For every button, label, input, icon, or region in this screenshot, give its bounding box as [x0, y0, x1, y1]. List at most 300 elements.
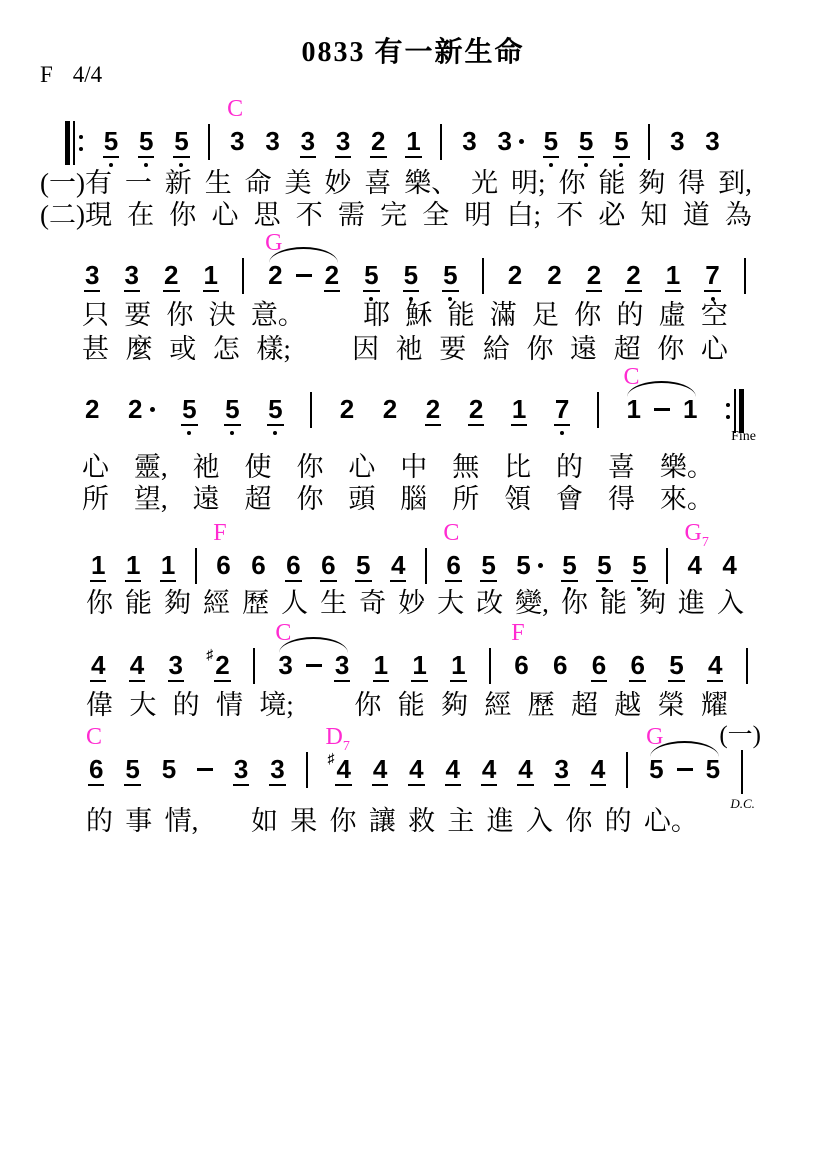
note	[269, 756, 285, 786]
barline-stroke	[242, 258, 244, 294]
augmentation-dot	[538, 563, 543, 568]
note	[84, 396, 100, 426]
note	[320, 552, 336, 582]
note	[275, 620, 293, 682]
lyric-cell: 進	[677, 588, 705, 618]
barline	[744, 262, 746, 294]
note	[264, 128, 280, 158]
lyric-cell: 的	[604, 806, 632, 836]
note-digit: 2	[507, 260, 523, 290]
lyric-cell: 能	[598, 168, 626, 198]
note	[411, 652, 427, 682]
note	[213, 520, 231, 582]
barline	[626, 756, 628, 788]
note	[334, 652, 350, 682]
note-digit: 5	[364, 260, 379, 290]
note	[517, 756, 533, 786]
dot	[726, 403, 730, 407]
lyric-cell: 經	[484, 690, 512, 720]
lyric-cell: 心	[211, 200, 239, 230]
note-digit: 5	[632, 550, 647, 580]
repeat-dots	[79, 135, 83, 151]
lyric-cell: 虛	[658, 300, 686, 330]
duration-dash	[296, 274, 312, 277]
lyric-cell: 奇	[359, 588, 387, 618]
barline-stroke	[746, 648, 748, 684]
note-digit: 3	[462, 126, 477, 156]
note-digit: 6	[251, 550, 266, 580]
low-octave-dot	[230, 431, 234, 435]
barline	[730, 756, 755, 811]
lyric-cell: 妙	[398, 588, 426, 618]
note	[496, 128, 523, 158]
note-digit: 4	[518, 754, 533, 784]
lyric-cell: 入	[717, 588, 744, 618]
note	[481, 756, 497, 786]
lyric-cell: 你	[169, 200, 197, 230]
lyric-cell: 無	[452, 452, 480, 482]
note-digit: 5	[403, 260, 419, 290]
lyric-cell: 思	[253, 200, 281, 230]
duration-dash	[306, 664, 322, 667]
lyric-cell: 你	[574, 300, 602, 330]
note-digit: 2	[324, 260, 340, 290]
lyric-cell: 完	[380, 200, 408, 230]
lyric-cell: 歷	[242, 588, 270, 618]
lyric-cell: 明	[464, 200, 492, 230]
note	[425, 396, 441, 426]
note	[125, 552, 141, 582]
note	[127, 396, 154, 426]
note	[684, 520, 709, 582]
lyric-cell: (一)有	[40, 168, 112, 198]
note	[705, 756, 721, 786]
lyric-row-1	[86, 806, 698, 836]
lyric-cell: 只	[82, 300, 109, 330]
note-digit: 2	[128, 394, 143, 424]
chord-label: C	[443, 520, 460, 546]
note-row	[90, 620, 748, 692]
lyric-cell: 的	[86, 806, 113, 836]
lyric-cell: 你	[166, 300, 194, 330]
note	[507, 262, 523, 292]
note	[325, 724, 351, 786]
thin-stroke	[73, 121, 75, 165]
lyric-row-1	[86, 588, 744, 618]
lyric-cell: 人	[281, 588, 309, 618]
note-digit: 3	[230, 126, 245, 156]
barline	[482, 262, 484, 294]
note-digit: 1	[91, 550, 106, 580]
note	[561, 552, 577, 582]
note	[227, 96, 245, 158]
lyric-cell: 越	[614, 690, 642, 720]
lyric-cell: 一	[124, 168, 152, 198]
lyric-cell: 足	[532, 300, 560, 330]
note-digit: 5	[562, 550, 577, 580]
note-digit: 5	[138, 126, 154, 156]
lyric-cell: 頭	[348, 484, 376, 514]
note	[682, 396, 698, 426]
lyric-cell: 你	[296, 452, 324, 482]
barline-stroke	[741, 750, 743, 794]
note	[124, 262, 140, 292]
note	[707, 652, 723, 682]
note-digit: 3	[670, 126, 685, 156]
lyric-row-1	[86, 690, 728, 720]
note-digit: 6	[216, 550, 231, 580]
note	[224, 396, 240, 426]
note-digit: 5	[705, 754, 721, 784]
lyric-cell: 你	[526, 334, 554, 364]
note-digit: 2	[547, 260, 562, 290]
lyric-cell: 靈,	[133, 452, 168, 482]
lyric-cell: 救	[408, 806, 436, 836]
note	[267, 396, 283, 426]
thick-stroke	[65, 121, 70, 165]
note-digit: 4	[708, 650, 723, 680]
note-digit: 4	[722, 550, 737, 580]
note-digit: 2	[382, 394, 398, 424]
note	[203, 262, 219, 292]
note-digit: 5	[516, 550, 531, 580]
barline-stroke	[666, 548, 668, 584]
note	[408, 756, 424, 786]
lyric-cell: 要	[439, 334, 467, 364]
lyric-cell: 夠	[638, 588, 666, 618]
note	[543, 128, 559, 158]
tie-group	[623, 364, 698, 426]
lyric-cell: 妙	[324, 168, 352, 198]
chord-label: G	[646, 724, 664, 750]
note-digit: 4	[590, 754, 606, 784]
note-digit: 5	[268, 394, 283, 424]
note-digit: 1	[682, 394, 698, 424]
note	[511, 396, 527, 426]
note-row	[84, 230, 746, 302]
lyric-cell: 到,	[718, 168, 752, 198]
note-digit: 3	[270, 754, 285, 784]
note	[173, 128, 189, 158]
chord-label: F	[511, 620, 525, 646]
lyric-cell: 空	[700, 300, 728, 330]
lyric-cell: 因	[352, 334, 380, 364]
repeat-start-barline	[65, 121, 84, 165]
lyric-cell: 在	[127, 200, 155, 230]
note-digit: 3	[335, 126, 351, 156]
note-digit: 6	[514, 650, 529, 680]
dot	[726, 415, 730, 419]
lyric-cell: 如	[250, 806, 278, 836]
note-digit: 5	[597, 550, 612, 580]
note-digit: 5	[161, 754, 177, 784]
lyric-cell: 要	[124, 300, 152, 330]
note	[443, 520, 461, 582]
barline-stroke	[195, 548, 197, 584]
barline-stroke	[253, 648, 255, 684]
note-digit: 4	[687, 550, 702, 580]
lyric-cell: 境;	[259, 690, 294, 720]
lyric-cell	[310, 690, 338, 720]
note-digit: 1	[125, 550, 141, 580]
lyric-cell: 不	[556, 200, 584, 230]
note-digit: 5	[481, 550, 496, 580]
lyric-cell: 改	[476, 588, 504, 618]
lyric-cell: 喜	[364, 168, 392, 198]
lyric-cell: 榮	[657, 690, 685, 720]
note	[629, 652, 645, 682]
note	[515, 552, 542, 582]
note	[623, 364, 641, 426]
barline	[489, 652, 491, 684]
lyric-cell: 會	[556, 484, 584, 514]
thick-stroke	[739, 389, 744, 433]
lyric-cell: 大	[437, 588, 465, 618]
note-digit: 7	[705, 260, 720, 290]
note-digit: 1	[451, 650, 466, 680]
chord-label: C	[86, 724, 103, 750]
lyric-cell: 道	[682, 200, 710, 230]
lyric-cell: 知	[640, 200, 668, 230]
lyric-cell: 耀	[700, 690, 728, 720]
note-digit: 4	[336, 754, 351, 784]
note-digit: 6	[286, 550, 301, 580]
lyric-cell: 比	[504, 452, 532, 482]
note	[403, 262, 419, 292]
tie-group	[646, 724, 721, 786]
barline-stroke	[425, 548, 427, 584]
note	[90, 552, 106, 582]
note-digit: 4	[409, 754, 424, 784]
barline	[310, 396, 312, 428]
note-digit: 1	[511, 394, 527, 424]
note	[613, 128, 629, 158]
song-title: 0833 有一新生命	[301, 37, 525, 68]
lyric-cell: 你	[558, 168, 586, 198]
note	[590, 756, 606, 786]
lyric-cell: 心	[82, 452, 109, 482]
lyric-cell: 進	[486, 806, 514, 836]
sharp-accidental: ♯	[327, 750, 335, 766]
note	[668, 652, 684, 682]
lyric-cell: 新	[164, 168, 192, 198]
note-digit: 3	[85, 260, 100, 290]
note-row	[86, 722, 761, 811]
lyric-cell: 祂	[192, 452, 220, 482]
note-digit: 3	[278, 650, 293, 680]
lyric-cell: 的	[556, 452, 584, 482]
low-octave-dot	[619, 163, 623, 167]
note-digit: 6	[446, 550, 461, 580]
lyric-cell: 的	[616, 300, 644, 330]
lyric-cell: 能	[397, 690, 425, 720]
lyric-cell: 心	[700, 334, 728, 364]
barline-stroke	[208, 124, 210, 160]
repeat-dots	[726, 403, 730, 419]
note-digit: 5	[669, 650, 684, 680]
note-digit: 6	[89, 754, 104, 784]
lyric-cell: 或	[169, 334, 197, 364]
fine-label: Fine	[731, 429, 756, 444]
lyric-cell: 給	[482, 334, 510, 364]
lyric-cell: 喜	[607, 452, 635, 482]
note-digit: 5	[125, 754, 140, 784]
thin-stroke	[734, 389, 736, 433]
note	[586, 262, 602, 292]
lyric-cell: 望,	[133, 484, 168, 514]
annotation-verse-marker: (一)	[719, 722, 761, 749]
note	[546, 262, 562, 292]
lyric-cell: 的	[172, 690, 200, 720]
note	[163, 262, 179, 292]
note	[631, 552, 647, 582]
lyric-cell: 夠	[441, 690, 469, 720]
note-digit: 3	[233, 754, 249, 784]
key-letter: F	[40, 62, 53, 87]
lyric-cell: 你	[657, 334, 685, 364]
lyric-cell: 你	[329, 806, 357, 836]
lyric-cell: 滿	[489, 300, 517, 330]
lyric-cell: 全	[422, 200, 450, 230]
lyric-cell: 你	[296, 484, 324, 514]
note-digit: 4	[390, 550, 406, 580]
note-digit: 3	[554, 754, 569, 784]
lyric-cell: 腦	[400, 484, 428, 514]
lyric-cell: 能	[125, 588, 153, 618]
note-digit: 1	[406, 126, 421, 156]
note	[450, 652, 466, 682]
barline	[597, 396, 599, 428]
note-digit: 2	[268, 260, 283, 290]
note	[103, 128, 119, 158]
lyric-cell: 樂、	[404, 168, 459, 198]
note	[665, 262, 681, 292]
note-digit: 5	[649, 754, 664, 784]
barline-stroke	[310, 392, 312, 428]
lyric-row-1	[82, 452, 714, 482]
note-digit: 6	[630, 650, 645, 680]
note	[511, 620, 529, 682]
lyric-cell	[307, 334, 335, 364]
note	[124, 756, 140, 786]
lyric-cell: 果	[290, 806, 318, 836]
lyric-cell: 遠	[192, 484, 220, 514]
dc-label: D.C.	[730, 796, 755, 811]
note-digit: 5	[443, 260, 458, 290]
low-octave-dot	[144, 163, 148, 167]
note	[704, 128, 720, 158]
low-octave-dot	[584, 163, 588, 167]
lyric-cell: 白;	[506, 200, 542, 230]
note	[265, 230, 283, 292]
note	[300, 128, 316, 158]
note-digit: 3	[124, 260, 139, 290]
lyric-cell: 決	[208, 300, 236, 330]
note-digit: 5	[174, 126, 189, 156]
lyric-cell: 所	[452, 484, 480, 514]
lyric-cell: 為	[724, 200, 752, 230]
lyric-cell: 變,	[515, 588, 549, 618]
barline-stroke	[489, 648, 491, 684]
lyric-cell: 耶	[363, 300, 391, 330]
note	[382, 396, 398, 426]
barline	[306, 756, 308, 788]
lyric-cell: 超	[244, 484, 272, 514]
lyric-cell: 生	[320, 588, 348, 618]
lyric-cell: 經	[203, 588, 231, 618]
note-digit: 4	[91, 650, 106, 680]
lyric-cell: 讓	[368, 806, 396, 836]
lyric-cell: 所	[82, 484, 109, 514]
barline	[253, 652, 255, 684]
note	[372, 756, 388, 786]
barline-stroke	[744, 258, 746, 294]
note-digit: 3	[265, 126, 280, 156]
note-row	[90, 520, 738, 592]
note-digit: 4	[372, 754, 388, 784]
note-digit: 6	[591, 650, 607, 680]
barline-stroke	[482, 258, 484, 294]
barline	[242, 262, 244, 294]
note-digit: 2	[85, 394, 100, 424]
chord-label: C	[275, 620, 292, 646]
lyric-cell: 情	[215, 690, 243, 720]
low-octave-dot	[560, 431, 564, 435]
note	[405, 128, 421, 158]
dot	[79, 135, 83, 139]
lyric-cell: 你	[86, 588, 113, 618]
lyric-cell	[320, 300, 348, 330]
lyric-cell: 樂。	[659, 452, 714, 482]
note	[704, 262, 720, 292]
note	[445, 756, 461, 786]
lyric-row-1	[82, 300, 728, 330]
note-digit: 5	[614, 126, 629, 156]
time-signature: 4/4	[72, 62, 103, 87]
note-digit: 5	[103, 126, 119, 156]
barline	[425, 552, 427, 584]
note-digit: 1	[665, 260, 681, 290]
note-digit: 2	[164, 260, 179, 290]
note	[285, 552, 301, 582]
chord-label: G	[265, 230, 283, 256]
lyric-cell: 大	[129, 690, 157, 720]
note	[335, 128, 351, 158]
lyric-cell: 甚	[82, 334, 109, 364]
lyric-cell: 得	[678, 168, 706, 198]
barline-stroke	[626, 752, 628, 788]
lyric-cell: 夠	[638, 168, 666, 198]
lyric-cell: 穌	[405, 300, 433, 330]
barline-stroke	[648, 124, 650, 160]
low-octave-dot	[109, 163, 113, 167]
tie-group	[265, 230, 340, 292]
lyric-cell: 意。	[250, 300, 305, 330]
sharp-accidental: ♯	[206, 646, 214, 662]
note-digit: 1	[626, 394, 641, 424]
note-digit: 2	[626, 260, 641, 290]
note-digit: 6	[552, 650, 568, 680]
lyric-cell: 樣;	[256, 334, 291, 364]
note	[363, 262, 379, 292]
note	[468, 396, 484, 426]
augmentation-dot	[519, 139, 524, 144]
lyric-cell: 事	[125, 806, 153, 836]
note	[390, 552, 406, 582]
tie-group	[275, 620, 350, 682]
low-octave-dot	[549, 163, 553, 167]
chord-label: $G_7$	[684, 520, 709, 550]
